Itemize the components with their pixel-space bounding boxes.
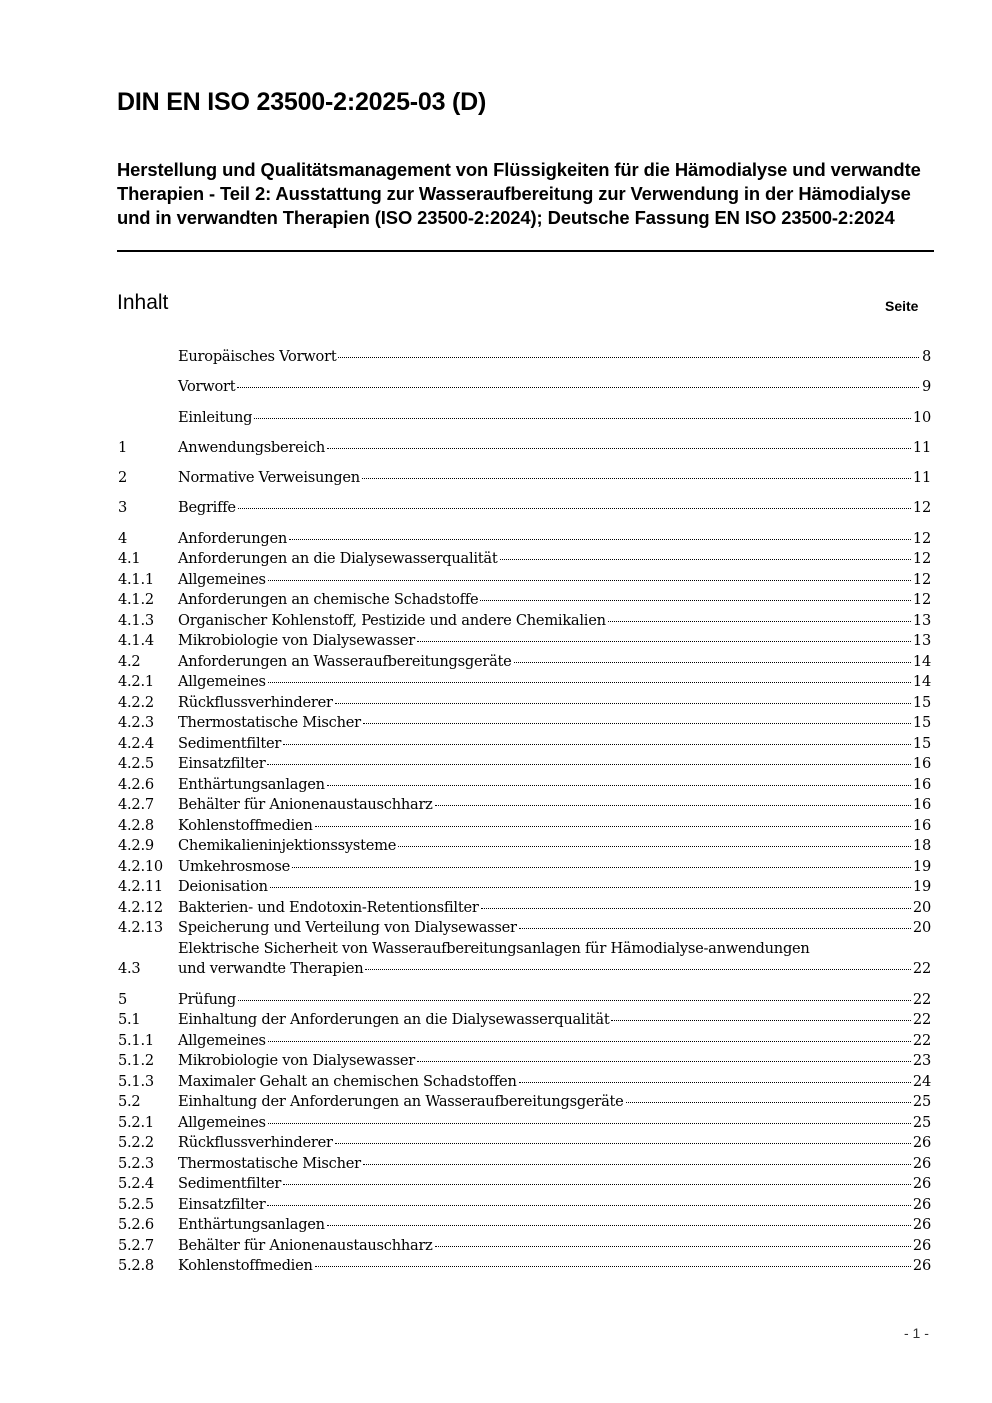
toc-entry-number: 4.2.5 bbox=[118, 755, 154, 773]
toc-entry-number: 5.2.8 bbox=[118, 1257, 154, 1275]
toc-entry-number: 4.2.3 bbox=[118, 714, 154, 732]
toc-leader-dots bbox=[267, 763, 910, 765]
toc-entry-title: Maximaler Gehalt an chemischen Schadstoffen bbox=[178, 1072, 517, 1090]
toc-entry-title: Mikrobiologie von Dialysewasser bbox=[178, 1052, 415, 1070]
toc-entry-page: 23 bbox=[912, 1052, 931, 1070]
toc-leader-dots bbox=[267, 1204, 910, 1206]
toc-leader-dots bbox=[435, 1245, 911, 1247]
toc-entry-page: 22 bbox=[912, 990, 931, 1008]
toc-entry[interactable] bbox=[118, 590, 931, 611]
toc-entry-number: 4.2.6 bbox=[118, 775, 154, 793]
toc-entry-number: 5.2.6 bbox=[118, 1216, 154, 1234]
toc-entry-title: Anforderungen an die Dialysewasserqualität bbox=[178, 550, 498, 568]
toc-leader-dots bbox=[327, 784, 911, 786]
toc-leader-dots bbox=[481, 907, 911, 909]
toc-leader-dots bbox=[365, 968, 910, 970]
toc-leader-dots bbox=[363, 722, 911, 724]
toc-entry-page: 19 bbox=[912, 878, 931, 896]
toc-entry[interactable] bbox=[118, 672, 931, 693]
toc-heading: Inhalt bbox=[117, 291, 169, 314]
toc-entry[interactable] bbox=[118, 1256, 931, 1277]
toc-leader-dots bbox=[435, 804, 911, 806]
toc-entry-number: 5.1.2 bbox=[118, 1052, 154, 1070]
toc-entry[interactable] bbox=[118, 1010, 931, 1031]
toc-entry-page: 15 bbox=[912, 734, 931, 752]
toc-entry-title: Sedimentfilter bbox=[178, 1175, 282, 1193]
toc-entry-number: 4.2.7 bbox=[118, 796, 154, 814]
title-divider bbox=[117, 250, 934, 252]
toc-entry[interactable] bbox=[118, 498, 931, 519]
toc-entry[interactable] bbox=[118, 1236, 931, 1257]
toc-entry[interactable] bbox=[118, 570, 931, 591]
toc-entry-title: Rückflussverhinderer bbox=[178, 1134, 333, 1152]
toc-leader-dots bbox=[626, 1101, 911, 1103]
toc-leader-dots bbox=[500, 558, 911, 560]
footer-page-number: - 1 - bbox=[904, 1325, 929, 1341]
toc-entry-page: 26 bbox=[912, 1134, 931, 1152]
toc-entry-title: Normative Verweisungen bbox=[178, 469, 360, 487]
toc-entry-page: 12 bbox=[912, 550, 931, 568]
toc-entry-number: 5.2 bbox=[118, 1093, 141, 1111]
toc-leader-dots bbox=[327, 447, 911, 449]
toc-entry[interactable] bbox=[118, 836, 931, 857]
toc-entry[interactable] bbox=[118, 1072, 931, 1093]
toc-leader-dots bbox=[268, 1040, 911, 1042]
toc-entry-page: 16 bbox=[912, 816, 931, 834]
toc-leader-dots bbox=[283, 743, 911, 745]
toc-entry-number: 4.1 bbox=[118, 550, 141, 568]
toc-entry-page: 16 bbox=[912, 796, 931, 814]
toc-entry[interactable] bbox=[118, 775, 931, 796]
toc-entry-page: 8 bbox=[921, 348, 931, 365]
toc-entry-page: 20 bbox=[912, 898, 931, 916]
toc-leader-dots bbox=[363, 1163, 911, 1165]
toc-entry[interactable] bbox=[118, 693, 931, 714]
toc-entry-page: 12 bbox=[912, 591, 931, 609]
toc-entry-number: 4.2.1 bbox=[118, 673, 154, 691]
toc-entry-title: Behälter für Anionenaustauschharz bbox=[178, 796, 433, 814]
toc-entry[interactable] bbox=[118, 713, 931, 734]
toc-entry[interactable] bbox=[118, 1092, 931, 1113]
toc-entry-page: 15 bbox=[912, 714, 931, 732]
toc-entry-page: 16 bbox=[912, 755, 931, 773]
toc-entry-page: 10 bbox=[912, 408, 931, 426]
toc-entry-title: Allgemeines bbox=[178, 1113, 266, 1131]
toc-entry-page: 15 bbox=[912, 693, 931, 711]
toc-entry-title: Enthärtungsanlagen bbox=[178, 775, 325, 793]
toc-entry-number: 4.2.4 bbox=[118, 734, 154, 752]
toc-entry[interactable] bbox=[118, 990, 931, 1011]
toc-leader-dots bbox=[289, 538, 911, 540]
toc-entry-title: Einhaltung der Anforderungen an die Dialysewasserqualität bbox=[178, 1011, 610, 1029]
toc-leader-dots bbox=[292, 866, 911, 868]
toc-entry[interactable] bbox=[118, 1215, 931, 1236]
toc-entry-number: 4.2.9 bbox=[118, 837, 154, 855]
toc-leader-dots bbox=[315, 825, 911, 827]
toc-leader-dots bbox=[519, 1081, 911, 1083]
toc-entry[interactable] bbox=[118, 529, 931, 550]
toc-entry-number: 5.1 bbox=[118, 1011, 141, 1029]
toc-entry-page: 24 bbox=[912, 1072, 931, 1090]
toc-entry[interactable] bbox=[118, 1031, 931, 1052]
toc-entry-page: 12 bbox=[912, 499, 931, 517]
toc-entry-page: 13 bbox=[912, 632, 931, 650]
toc-entry-page: 19 bbox=[912, 857, 931, 875]
toc-entry-title: Thermostatische Mischer bbox=[178, 714, 361, 732]
toc-entry-title: Enthärtungsanlagen bbox=[178, 1216, 325, 1234]
toc-entry-number: 4.2.2 bbox=[118, 693, 154, 711]
toc-entry[interactable] bbox=[118, 549, 931, 570]
toc-entry-page: 26 bbox=[912, 1216, 931, 1234]
toc-entry-number: 5.1.3 bbox=[118, 1072, 154, 1090]
toc-entry[interactable] bbox=[118, 939, 931, 980]
document-id: DIN EN ISO 23500-2:2025-03 (D) bbox=[117, 88, 487, 116]
toc-entry[interactable] bbox=[118, 1154, 931, 1175]
toc-entry[interactable] bbox=[118, 347, 931, 368]
toc-entry[interactable] bbox=[118, 877, 931, 898]
toc-entry-page: 16 bbox=[912, 775, 931, 793]
toc-entry-title: Allgemeines bbox=[178, 1031, 266, 1049]
toc-entry-page: 9 bbox=[921, 378, 931, 396]
toc-entry-title: Mikrobiologie von Dialysewasser bbox=[178, 632, 415, 650]
toc-entry-title-line2-row bbox=[178, 959, 931, 980]
toc-entry-title: Organischer Kohlenstoff, Pestizide und andere Chemikalien bbox=[178, 611, 606, 629]
toc-entry-title: Allgemeines bbox=[178, 673, 266, 691]
toc-entry-title: Anwendungsbereich bbox=[178, 438, 326, 456]
toc-leader-dots bbox=[268, 1122, 911, 1124]
toc-entry-title: Einhaltung der Anforderungen an Wasseraufbereitungsgeräte bbox=[178, 1093, 624, 1111]
toc-entry-number: 5.2.7 bbox=[118, 1236, 154, 1254]
toc-leader-dots bbox=[362, 477, 911, 479]
toc-leader-dots bbox=[417, 640, 911, 642]
toc-leader-dots bbox=[237, 386, 919, 388]
toc-entry-title: Chemikalieninjektionssysteme bbox=[178, 837, 397, 855]
toc-entry-number: 4.2.11 bbox=[118, 878, 163, 896]
toc-entry-title-line1: Elektrische Sicherheit von Wasseraufbereitungsanlagen für Hämodialyse-anwendungen bbox=[178, 939, 810, 957]
toc-entry-number: 1 bbox=[118, 438, 128, 456]
toc-leader-dots bbox=[268, 579, 911, 581]
toc-leader-dots bbox=[480, 599, 911, 601]
toc-entry-title: Thermostatische Mischer bbox=[178, 1154, 361, 1172]
toc-entry-title-line2: und verwandte Therapien bbox=[178, 960, 364, 978]
toc-entry-number: 3 bbox=[118, 499, 128, 517]
toc-entry-page: 14 bbox=[912, 652, 931, 670]
toc-entry[interactable] bbox=[118, 734, 931, 755]
toc-entry-title: Sedimentfilter bbox=[178, 734, 282, 752]
toc-leader-dots bbox=[315, 1265, 911, 1267]
toc-entry-number: 5 bbox=[118, 990, 128, 1008]
toc-entry[interactable] bbox=[118, 438, 931, 459]
toc-entry-number: 4.3 bbox=[118, 960, 141, 978]
toc-entry-title: Anforderungen bbox=[178, 529, 287, 547]
toc-entry-title: Kohlenstoffmedien bbox=[178, 1257, 313, 1275]
toc-leader-dots bbox=[338, 356, 919, 358]
toc-entry-number: 4.2.13 bbox=[118, 919, 163, 937]
toc-entry-number: 4.1.4 bbox=[118, 632, 154, 650]
toc-entry-number: 4.2.10 bbox=[118, 857, 163, 875]
toc-entry-number: 4.2.8 bbox=[118, 816, 154, 834]
toc-leader-dots bbox=[611, 1019, 910, 1021]
toc-entry[interactable] bbox=[118, 754, 931, 775]
toc-entry-page: 22 bbox=[912, 1031, 931, 1049]
toc-entry-title bbox=[178, 939, 931, 980]
toc-entry-page: 12 bbox=[912, 529, 931, 547]
toc-entry-number: 5.1.1 bbox=[118, 1031, 154, 1049]
toc-entry-number: 5.2.3 bbox=[118, 1154, 154, 1172]
toc-entry-number: 5.2.1 bbox=[118, 1113, 154, 1131]
toc-entry-page: 22 bbox=[912, 960, 931, 978]
toc-entry-number: 4.1.2 bbox=[118, 591, 154, 609]
toc-entry-title: Einsatzfilter bbox=[178, 1195, 266, 1213]
toc-leader-dots bbox=[327, 1224, 911, 1226]
toc-entry[interactable] bbox=[118, 1195, 931, 1216]
toc-entry-page: 26 bbox=[912, 1175, 931, 1193]
toc-entry-page: 18 bbox=[912, 837, 931, 855]
toc-entry[interactable] bbox=[118, 1133, 931, 1154]
toc-entry-number: 4 bbox=[118, 529, 128, 547]
toc-entry-number: 5.2.5 bbox=[118, 1195, 154, 1213]
toc-entry-title: Umkehrosmose bbox=[178, 857, 291, 875]
toc-entry-title: Behälter für Anionenaustauschharz bbox=[178, 1236, 433, 1254]
toc-entry-page: 11 bbox=[912, 469, 931, 487]
toc-leader-dots bbox=[417, 1060, 911, 1062]
toc-entry[interactable] bbox=[118, 898, 931, 919]
toc-entry[interactable] bbox=[118, 611, 931, 632]
toc-leader-dots bbox=[335, 702, 911, 704]
toc-entry-page: 14 bbox=[912, 673, 931, 691]
toc-entry[interactable] bbox=[118, 631, 931, 652]
toc-leader-dots bbox=[398, 845, 911, 847]
toc-entry-title: Allgemeines bbox=[178, 570, 266, 588]
toc-leader-dots bbox=[254, 417, 911, 419]
toc-entry-page: 26 bbox=[912, 1195, 931, 1213]
page-column-label: Seite bbox=[885, 298, 919, 314]
toc-entry[interactable] bbox=[118, 816, 931, 837]
toc-leader-dots bbox=[283, 1183, 911, 1185]
toc-leader-dots bbox=[608, 620, 911, 622]
toc-entry[interactable] bbox=[118, 468, 931, 489]
toc-entry[interactable] bbox=[118, 857, 931, 878]
toc-entry[interactable] bbox=[118, 377, 931, 398]
toc-entry-number: 2 bbox=[118, 469, 128, 487]
toc-entry-title: Prüfung bbox=[178, 990, 236, 1008]
toc-leader-dots bbox=[268, 681, 911, 683]
toc-entry-number: 5.2.2 bbox=[118, 1134, 154, 1152]
toc-leader-dots bbox=[238, 999, 911, 1001]
document-title: Herstellung und Qualitätsmanagement von Flüssigkeiten für die Hämodialyse und verwandte Therapien - Teil 2: Ausstattung zur Wasseraufbereitung zur Verwendung in der Hämodialyse und in verwandten Therapien (ISO 23500-2:2024); Deutsche Fassung EN ISO 23500-2:2024 bbox=[117, 159, 921, 228]
toc-entry-title: Rückflussverhinderer bbox=[178, 693, 333, 711]
toc-entry[interactable] bbox=[118, 1174, 931, 1195]
toc-entry-page: 26 bbox=[912, 1154, 931, 1172]
toc-entry-number: 4.2.12 bbox=[118, 898, 163, 916]
toc-entry-title: Anforderungen an chemische Schadstoffe bbox=[178, 591, 479, 609]
toc-entry-page: 25 bbox=[912, 1093, 931, 1111]
toc-leader-dots bbox=[519, 927, 911, 929]
toc-entry[interactable] bbox=[118, 918, 931, 939]
toc-leader-dots bbox=[270, 886, 911, 888]
toc-entry-number: 4.1.1 bbox=[118, 570, 154, 588]
toc-leader-dots bbox=[238, 507, 911, 509]
toc-entry-title: Deionisation bbox=[178, 878, 268, 896]
toc-entry-number: 4.1.3 bbox=[118, 611, 154, 629]
toc-entry-page: 11 bbox=[912, 438, 931, 456]
toc-entry-page: 25 bbox=[912, 1113, 931, 1131]
toc-leader-dots bbox=[514, 661, 911, 663]
table-of-contents bbox=[118, 347, 931, 1277]
toc-entry-number: 4.2 bbox=[118, 652, 141, 670]
toc-entry-title: Speicherung und Verteilung von Dialysewasser bbox=[178, 919, 517, 937]
toc-entry[interactable] bbox=[118, 408, 931, 429]
toc-entry-number: 5.2.4 bbox=[118, 1175, 154, 1193]
toc-entry-title: Begriffe bbox=[178, 499, 236, 517]
toc-entry[interactable] bbox=[118, 1051, 931, 1072]
toc-entry-title: Europäisches Vorwort bbox=[178, 348, 337, 365]
toc-entry-title: Anforderungen an Wasseraufbereitungsgeräte bbox=[178, 652, 512, 670]
toc-entry-title: Bakterien- und Endotoxin-Retentionsfilter bbox=[178, 898, 479, 916]
toc-entry-page: 26 bbox=[912, 1257, 931, 1275]
toc-entry-page: 26 bbox=[912, 1236, 931, 1254]
toc-entry-title: Kohlenstoffmedien bbox=[178, 816, 313, 834]
toc-entry-page: 13 bbox=[912, 611, 931, 629]
toc-entry[interactable] bbox=[118, 795, 931, 816]
toc-entry-page: 20 bbox=[912, 919, 931, 937]
toc-entry-page: 22 bbox=[912, 1011, 931, 1029]
toc-entry[interactable] bbox=[118, 1113, 931, 1134]
toc-entry-title: Einsatzfilter bbox=[178, 755, 266, 773]
toc-entry[interactable] bbox=[118, 652, 931, 673]
toc-leader-dots bbox=[335, 1142, 911, 1144]
toc-entry-title: Vorwort bbox=[178, 378, 236, 396]
toc-entry-title: Einleitung bbox=[178, 408, 253, 426]
toc-entry-page: 12 bbox=[912, 570, 931, 588]
